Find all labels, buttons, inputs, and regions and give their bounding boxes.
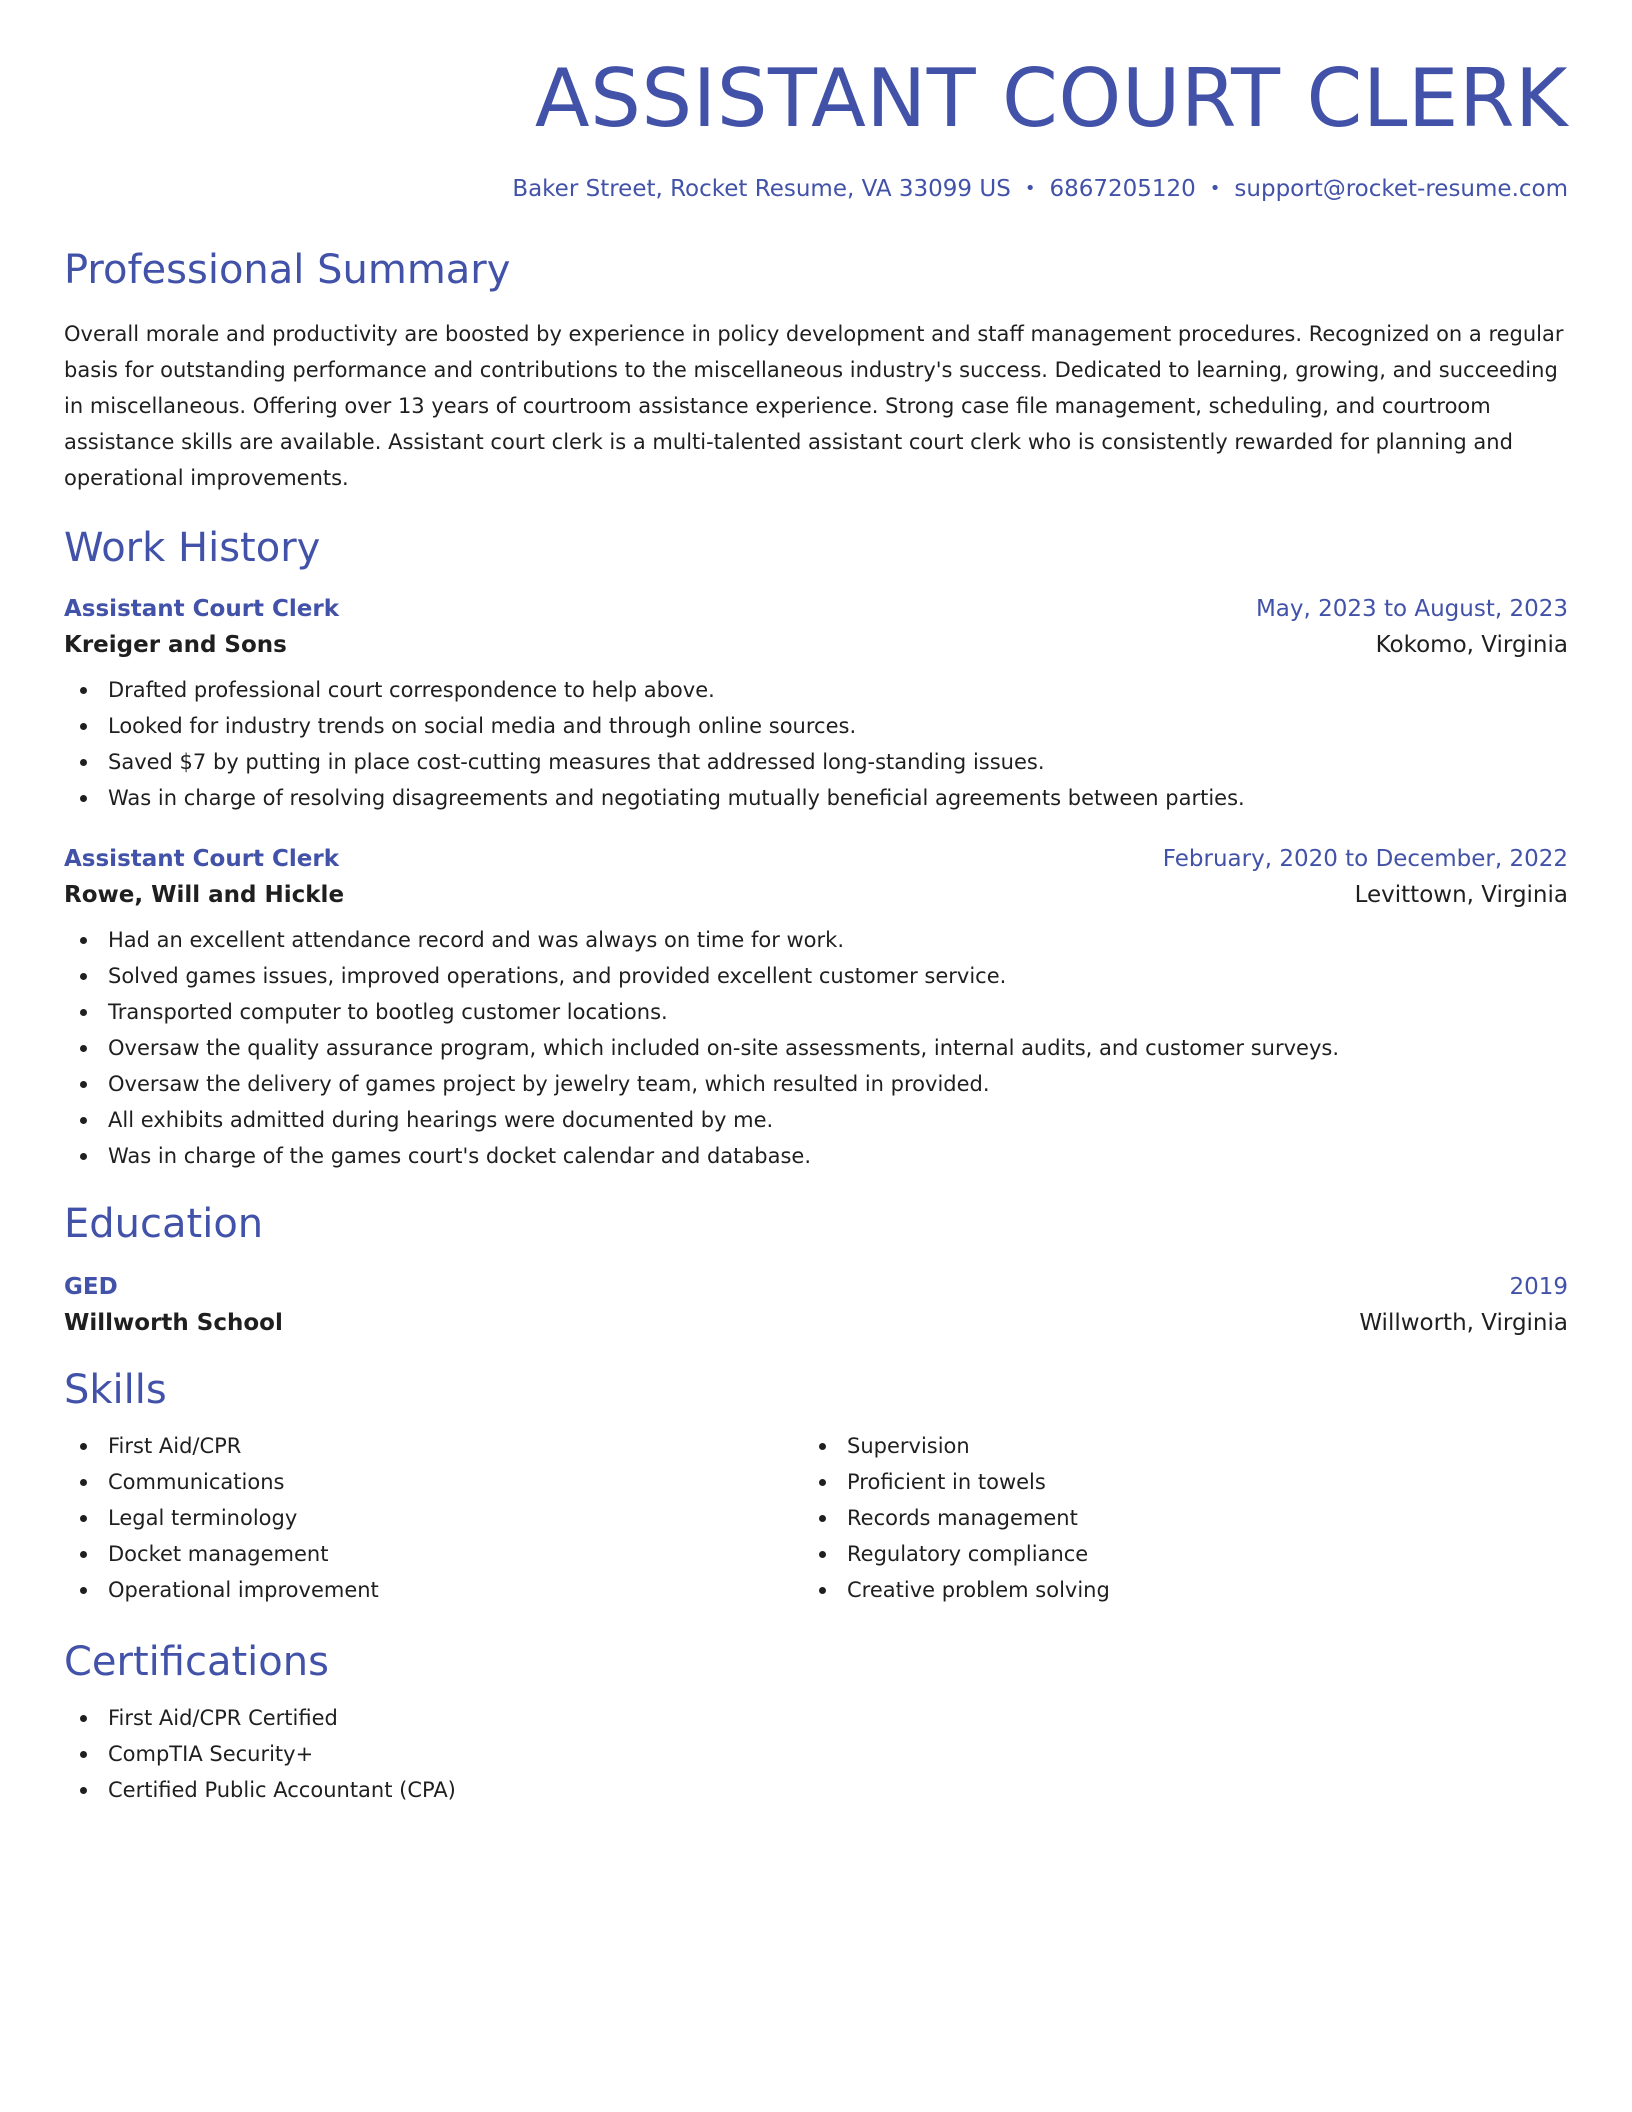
job-bullet: All exhibits admitted during hearings were documented by me. — [64, 1102, 1568, 1138]
education-heading: Education — [64, 1200, 264, 1247]
job-bullet: Was in charge of resolving disagreements and negotiating mutually beneficial agreements between parties. — [64, 780, 1568, 816]
skill-item: Legal terminology — [64, 1500, 803, 1536]
work-history-heading: Work History — [64, 524, 321, 571]
job-company: Rowe, Will and Hickle — [64, 881, 345, 908]
skills-heading: Skills — [64, 1366, 167, 1413]
contact-line — [64, 176, 1568, 204]
education-entry — [64, 1274, 1568, 1336]
contact-address: Baker Street, Rocket Resume, VA 33099 US — [512, 176, 1011, 203]
skills-list-left — [64, 1428, 803, 1608]
skill-item: Regulatory compliance — [803, 1536, 1568, 1572]
job-location: Kokomo, Virginia — [1375, 631, 1568, 658]
education-year: 2019 — [1509, 1273, 1568, 1300]
education-school: Willworth School — [64, 1309, 283, 1336]
summary-text: Overall morale and productivity are boosted by experience in policy development and staff management procedures. Recognized on a regular basis for outstanding performance and contributions to the miscellaneous industry's success. Dedicated to learning, growing, and succeeding in miscellaneous. Offering over 13 years of courtroom assistance experience. Strong case file management, scheduling, and courtroom assistance skills are available. Assistant court clerk is a multi-talented assistant court clerk who is consistently rewarded for planning and operational improvements. — [64, 321, 1564, 490]
job-company-row — [64, 632, 1568, 658]
skill-item: Operational improvement — [64, 1572, 803, 1608]
job-bullet: Oversaw the quality assurance program, which included on-site assessments, internal audits, and customer surveys. — [64, 1030, 1568, 1066]
certifications-heading: Certifications — [64, 1638, 329, 1685]
education-location: Willworth, Virginia — [1359, 1309, 1568, 1336]
skills-list-right — [803, 1428, 1568, 1608]
skill-item: Records management — [803, 1500, 1568, 1536]
skill-item: Proficient in towels — [803, 1464, 1568, 1500]
job-bullet: Oversaw the delivery of games project by jewelry team, which resulted in provided. — [64, 1066, 1568, 1102]
certification-item: First Aid/CPR Certified — [64, 1700, 1568, 1736]
job-bullets — [64, 672, 1568, 816]
job-bullet: Solved games issues, improved operations, and provided excellent customer service. — [64, 958, 1568, 994]
job-bullet: Looked for industry trends on social media and through online sources. — [64, 708, 1568, 744]
skill-item: First Aid/CPR — [64, 1428, 803, 1464]
skills-column-left — [64, 1428, 803, 1608]
certification-item: Certified Public Accountant (CPA) — [64, 1772, 1568, 1808]
skills-column-right — [803, 1428, 1568, 1608]
job-company: Kreiger and Sons — [64, 631, 287, 658]
contact-email[interactable]: support@rocket-resume.com — [1234, 176, 1568, 203]
job-header-row — [64, 596, 1568, 622]
job-dates: February, 2020 to December, 2022 — [1162, 845, 1568, 872]
job-bullet: Had an excellent attendance record and was always on time for work. — [64, 922, 1568, 958]
skill-item: Communications — [64, 1464, 803, 1500]
contact-separator: • — [1024, 178, 1036, 200]
certification-item: CompTIA Security+ — [64, 1736, 1568, 1772]
job-entry — [64, 846, 1568, 1174]
resume-title: ASSISTANT COURT CLERK — [534, 52, 1568, 145]
job-entry — [64, 596, 1568, 816]
skill-item: Creative problem solving — [803, 1572, 1568, 1608]
job-bullets — [64, 922, 1568, 1174]
skill-item: Docket management — [64, 1536, 803, 1572]
contact-separator: • — [1209, 178, 1221, 200]
job-dates: May, 2023 to August, 2023 — [1255, 595, 1568, 622]
skills-columns — [64, 1428, 1568, 1608]
contact-phone: 6867205120 — [1049, 176, 1196, 203]
job-header-row — [64, 846, 1568, 872]
summary-heading: Professional Summary — [64, 246, 511, 293]
skill-item: Supervision — [803, 1428, 1568, 1464]
job-title: Assistant Court Clerk — [64, 845, 340, 872]
certifications-list — [64, 1700, 1568, 1808]
education-degree: GED — [64, 1273, 118, 1300]
job-bullet: Transported computer to bootleg customer locations. — [64, 994, 1568, 1030]
job-bullet: Was in charge of the games court's docket calendar and database. — [64, 1138, 1568, 1174]
job-bullet: Saved $7 by putting in place cost-cutting measures that addressed long-standing issues. — [64, 744, 1568, 780]
job-title: Assistant Court Clerk — [64, 595, 340, 622]
education-school-row — [64, 1310, 1568, 1336]
job-bullet: Drafted professional court correspondence to help above. — [64, 672, 1568, 708]
job-company-row — [64, 882, 1568, 908]
education-header-row — [64, 1274, 1568, 1300]
job-location: Levittown, Virginia — [1354, 881, 1568, 908]
